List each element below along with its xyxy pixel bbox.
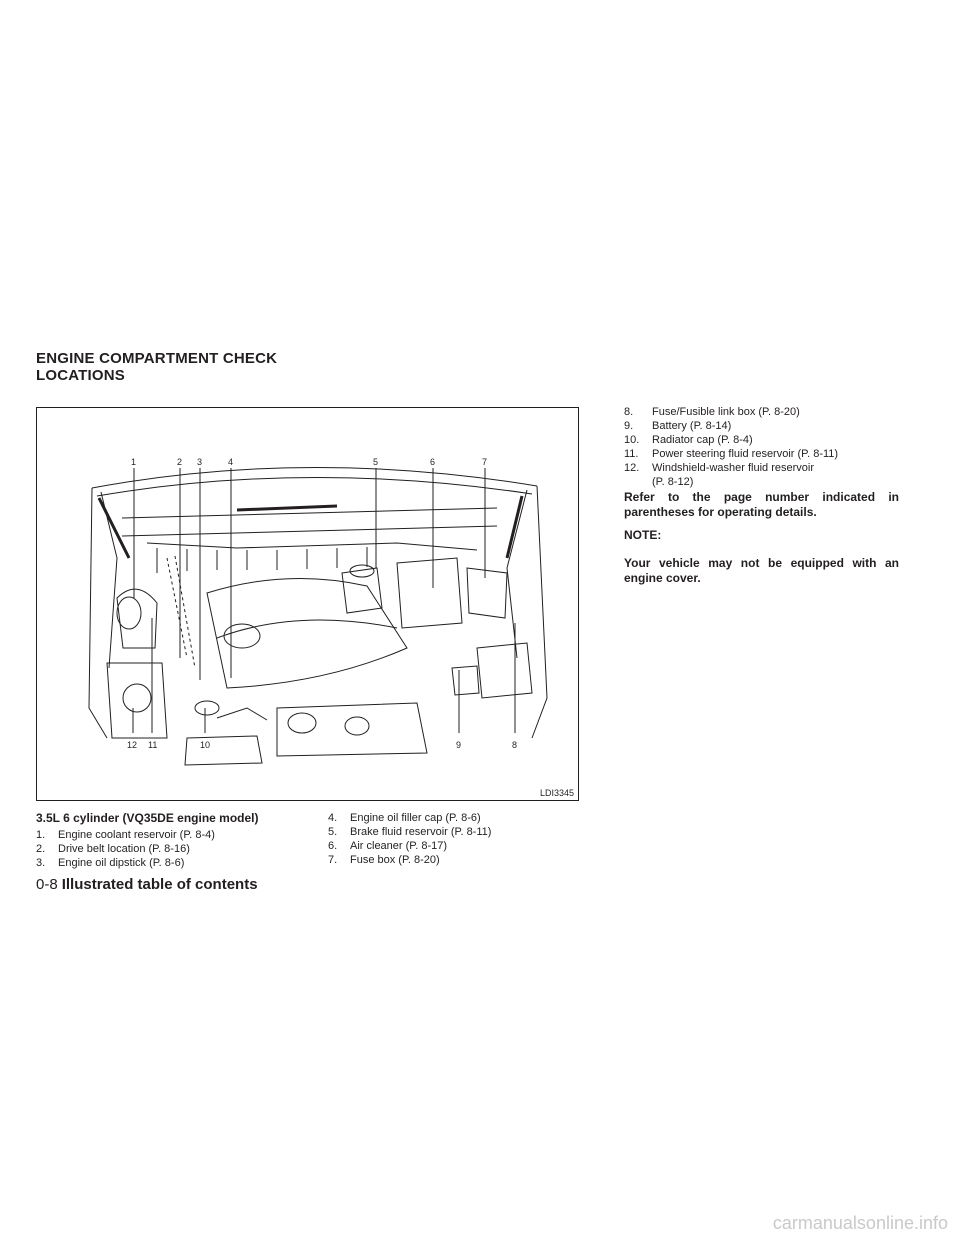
- section-title-line2: LOCATIONS: [36, 367, 126, 384]
- callout-4: 4: [228, 457, 234, 467]
- location-list-col3: [624, 405, 924, 489]
- location-list-col1: [36, 828, 306, 870]
- watermark: carmanualsonline.info: [772, 1213, 948, 1233]
- figure-caption: 3.5L 6 cylinder (VQ35DE engine model): [36, 811, 259, 825]
- list-item: 4. Engine oil filler cap (P. 8-6): [328, 812, 481, 824]
- callout-9: 9: [456, 740, 462, 750]
- callout-1: 1: [131, 457, 137, 467]
- engine-drawing: [37, 408, 579, 801]
- list-item: 7. Fuse box (P. 8-20): [328, 854, 440, 866]
- page-footer: [36, 876, 258, 893]
- page-number: 0-8: [36, 876, 58, 893]
- list-item: 12. Windshield-washer fluid reservoir (P. 8-12): [624, 462, 815, 488]
- callout-8: 8: [512, 740, 518, 750]
- list-item: 1. Engine coolant reservoir (P. 8-4): [36, 829, 215, 841]
- callout-10: 10: [200, 740, 211, 750]
- note-heading: NOTE:: [624, 528, 662, 542]
- list-item: 9. Battery (P. 8-14): [624, 420, 732, 432]
- location-list-col2: [328, 811, 578, 867]
- refer-text: Refer to the page number indicated in parentheses for operating details.: [624, 490, 899, 519]
- list-item: 5. Brake fluid reservoir (P. 8-11): [328, 826, 492, 838]
- section-title-line1: ENGINE COMPARTMENT CHECK: [36, 350, 278, 367]
- list-item: 6. Air cleaner (P. 8-17): [328, 840, 448, 852]
- callout-5: 5: [373, 457, 379, 467]
- callout-7: 7: [482, 457, 488, 467]
- callout-12: 12: [127, 740, 138, 750]
- engine-compartment-illustration: [36, 407, 579, 801]
- callout-3: 3: [197, 457, 203, 467]
- callout-2: 2: [177, 457, 183, 467]
- figure-code: LDI3345: [539, 788, 574, 798]
- note-text: Your vehicle may not be equipped with an engine cover.: [624, 556, 899, 585]
- list-item: 2. Drive belt location (P. 8-16): [36, 843, 190, 855]
- section-title: [36, 350, 277, 384]
- list-item: 11. Power steering fluid reservoir (P. 8-11): [624, 448, 839, 460]
- list-item: 3. Engine oil dipstick (P. 8-6): [36, 857, 185, 869]
- list-item: 10. Radiator cap (P. 8-4): [624, 434, 753, 446]
- callout-11: 11: [148, 740, 158, 750]
- callout-6: 6: [430, 457, 436, 467]
- list-item-continuation: (P. 8-12): [652, 476, 694, 488]
- chapter-title: Illustrated table of contents: [61, 876, 258, 893]
- list-item: 8. Fuse/Fusible link box (P. 8-20): [624, 406, 800, 418]
